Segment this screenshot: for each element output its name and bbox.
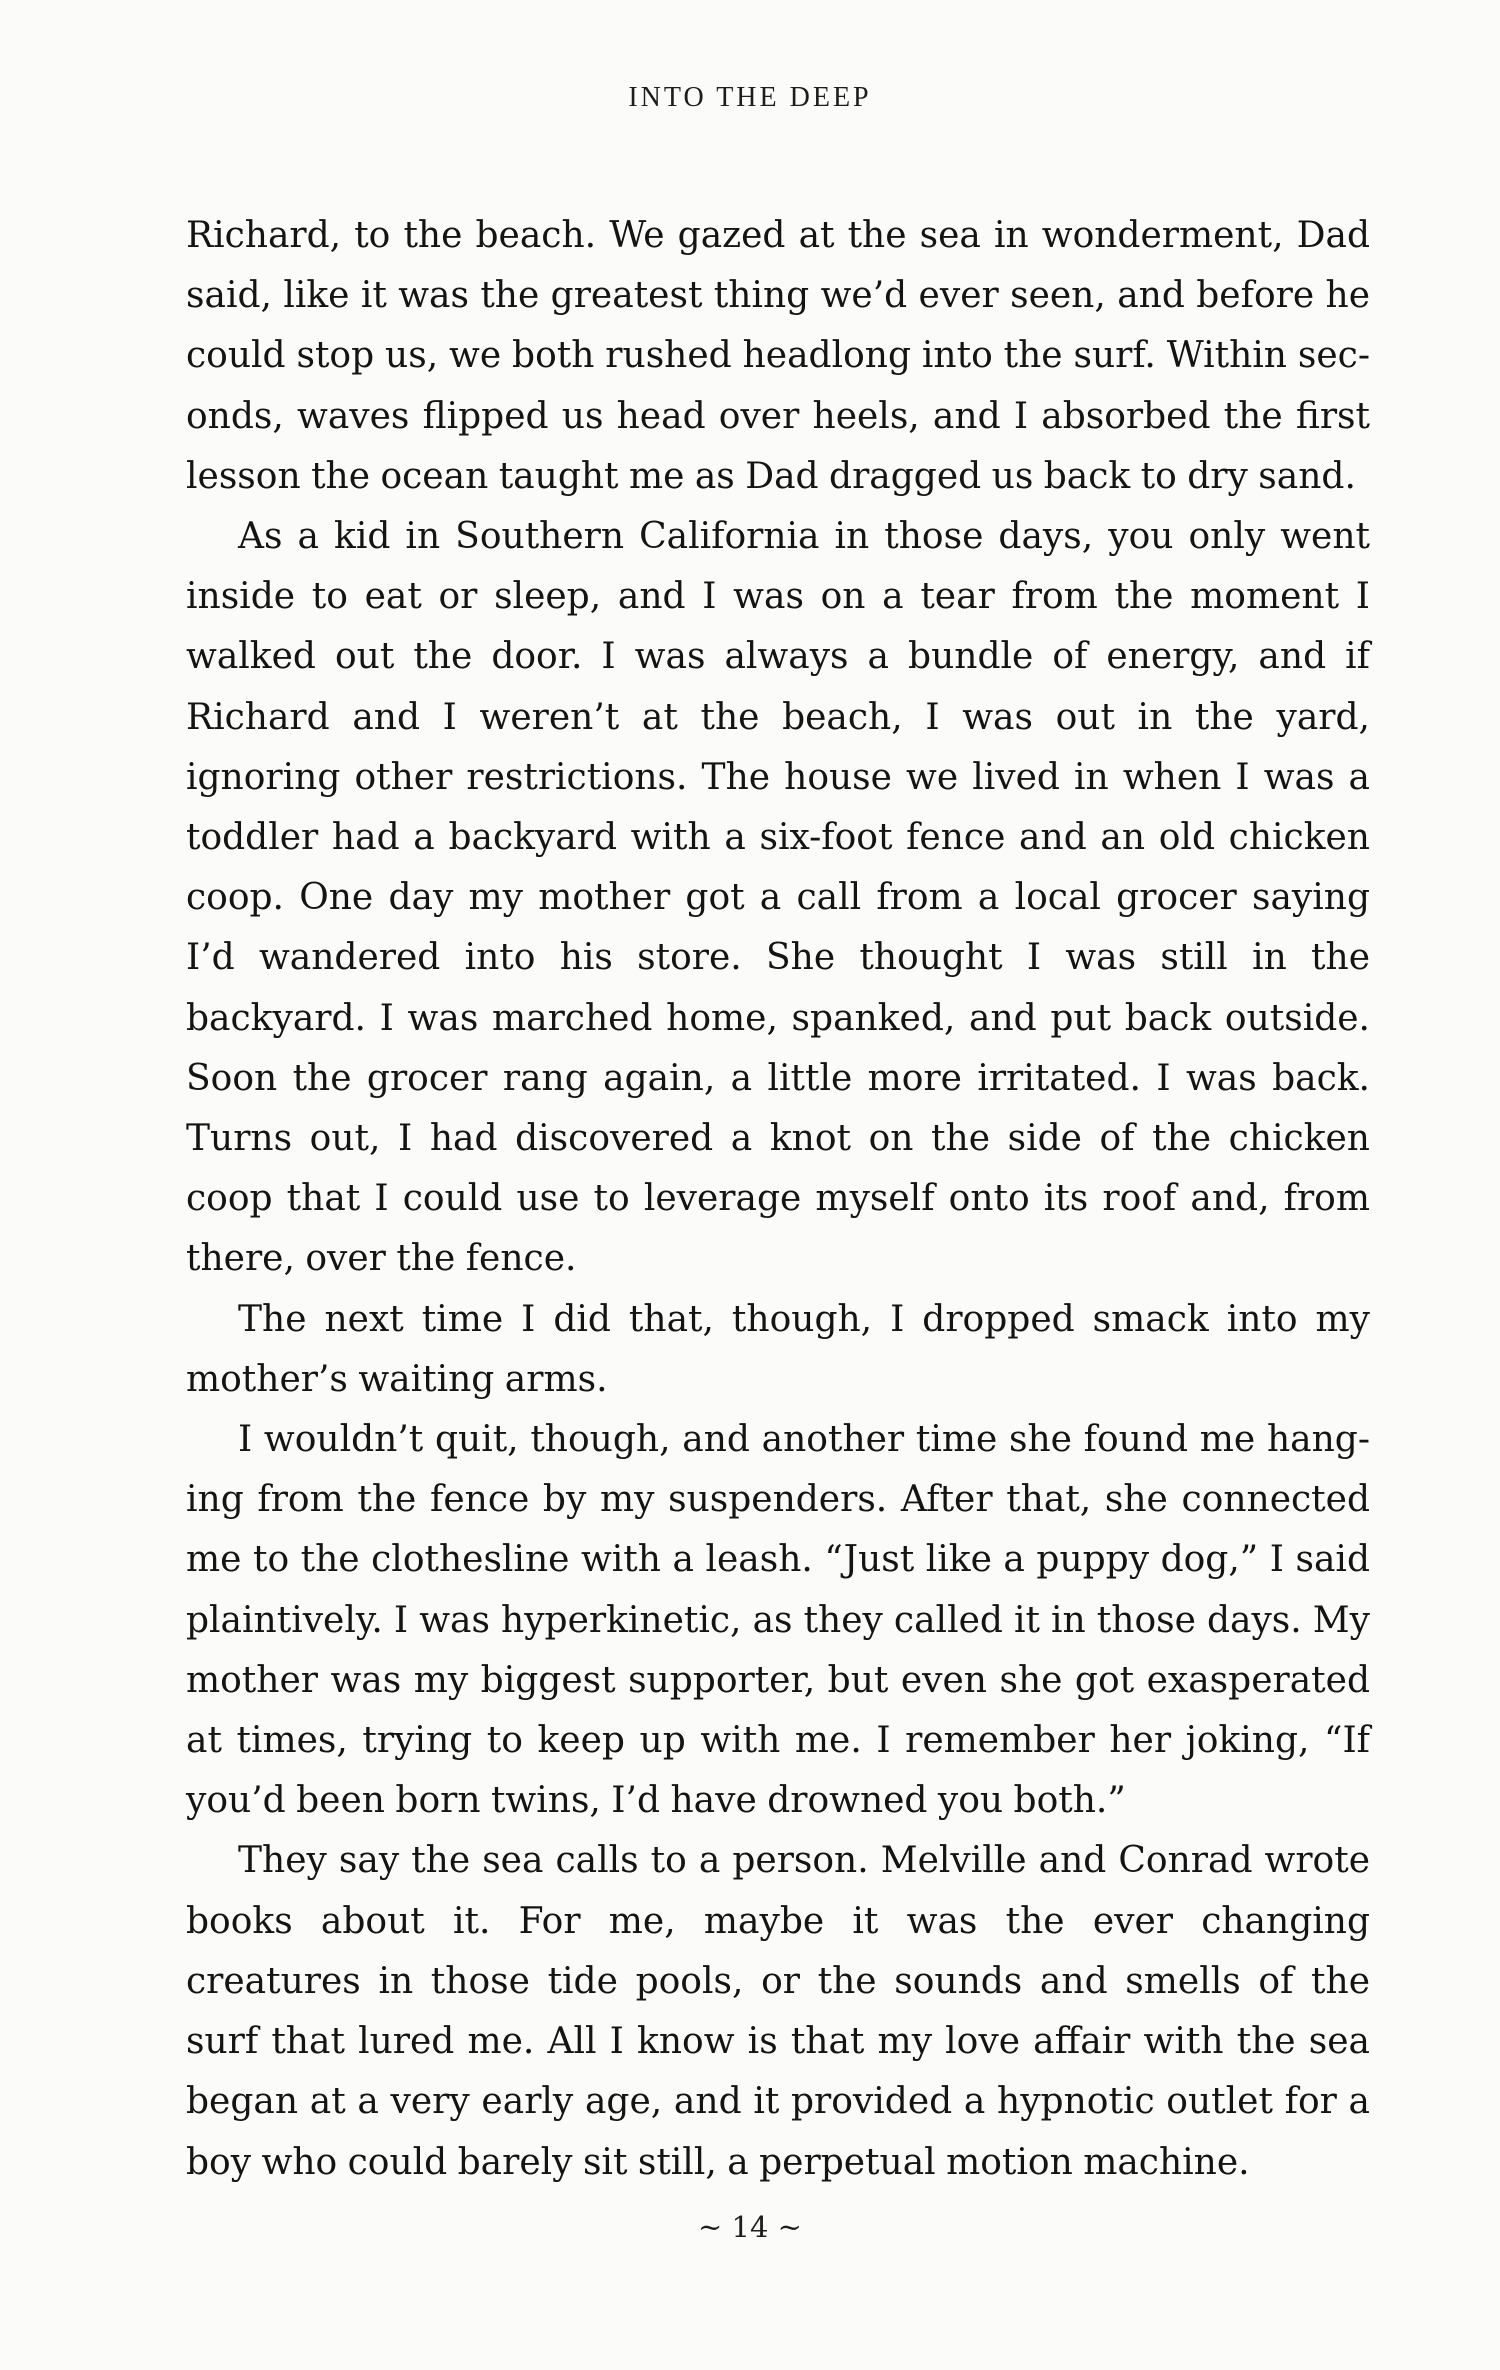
page-number: ~ 14 ~ bbox=[698, 2210, 802, 2244]
paragraph-3: The next time I did that, though, I dropped smack into my mother’s waiting arms. bbox=[186, 1298, 1370, 1400]
paragraph-5: They say the sea calls to a person. Melville and Conrad wrote books about it. For me, maybe it was the ever changing creatures in those tide pools, or the sounds and smells of the surf that lured me. All I know is that my love affair with the sea began at a very early age, and it provided a hypnotic outlet for a boy who could barely sit still, a perpetual motion machine. bbox=[186, 1840, 1370, 2183]
paragraph-4: I wouldn’t quit, though, and another time she found me hanging from the fence by my suspenders. After that, she connected me to the clothesline with a leash. “Just like a puppy dog,” I said plaintively. I was hyperkinetic, as they called it in those days. My mother was my biggest supporter, but even she got exasperated at times, trying to keep up with me. I remember her joking, “If you’d been born twins, I’d have drowned you both.” bbox=[186, 1419, 1370, 1822]
running-head: INTO THE DEEP bbox=[628, 82, 872, 113]
paragraph-1: Richard, to the beach. We gazed at the sea in wonderment, Dad said, like it was the greatest thing we’d ever seen, and before he could stop us, we both rushed headlong into the surf. Within seconds, waves flipped us head over heels, and I absorbed the first lesson the ocean taught me as Dad dragged us back to dry sand. bbox=[186, 215, 1370, 497]
body-text bbox=[186, 206, 1370, 2193]
paragraph-2: As a kid in Southern California in those days, you only went inside to eat or sleep, and I was on a tear from the moment I walked out the door. I was always a bundle of energy, and if Richard and I weren’t at the beach, I was out in the yard, ignoring other restrictions. The house we lived in when I was a toddler had a backyard with a six-foot fence and an old chicken coop. One day my mother got a call from a local grocer saying I’d wandered into his store. She thought I was still in the backyard. I was marched home, spanked, and put back outside. Soon the grocer rang again, a little more irritated. I was back. Turns out, I had discovered a knot on the side of the chicken coop that I could use to leverage myself onto its roof and, from there, over the fence. bbox=[186, 516, 1370, 1280]
